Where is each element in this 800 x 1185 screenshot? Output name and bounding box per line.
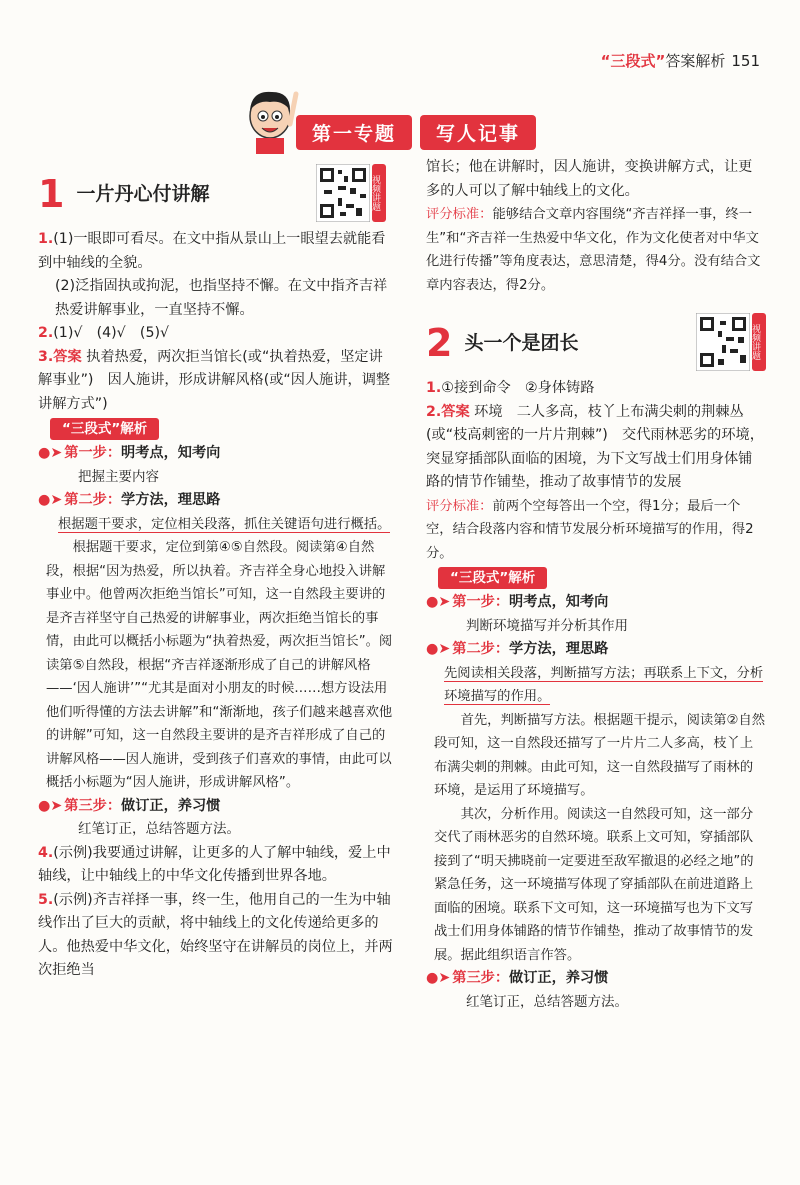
s1-q5: 5.(示例)齐吉祥择一事，终一生，他用自己的一生为中轴线作出了巨大的贡献，将中轴线上的文化传递给更多的人。他热爱中华文化，始终坚守在讲解员的岗位上，并两次拒绝当: [38, 891, 393, 978]
s2-step2-p1: 首先，判断描写方法。根据题干提示，阅读第②自然段可知，这一自然段还描写了一片片二人多高，枝丫上布满尖刺的荆棘。由此可知，这一自然段描写了雨林的环境，是运用了环境描写。: [434, 712, 766, 798]
s1-step3: ●➤ 第三步：做订正，养习惯: [38, 797, 221, 814]
s1-step1: ●➤ 第一步：明考点，知考向: [38, 445, 221, 461]
header-brand: “三段式”: [600, 52, 666, 70]
section2-title: [426, 319, 766, 369]
arrow-icon: ●➤: [426, 641, 451, 657]
s2-step3: ●➤ 第三步：做订正，养习惯: [426, 970, 609, 986]
s1-step1-note: 把握主要内容: [78, 468, 159, 485]
s2-step1: ●➤ 第一步：明考点，知考向: [426, 594, 609, 610]
page-header: [601, 50, 760, 71]
page-number: 151: [731, 52, 760, 70]
s1-q2: 2.(1)√ (4)√ (5)√: [38, 325, 170, 341]
video-tag: 视频讲题: [752, 313, 766, 371]
video-tag: 视频讲题: [372, 164, 386, 222]
s2-step3-note: 红笔订正，总结答题方法。: [466, 993, 628, 1010]
s2-step2: ●➤ 第二步：学方法，理思路: [426, 641, 609, 657]
s1-q3: 3.答案 执着热爱，两次拒当馆长(或“执着热爱，坚定讲解事业”) 因人施讲，形成讲解风格(或“因人施讲，调整讲解方式”): [38, 348, 391, 412]
video-qr-code[interactable]: [696, 313, 766, 373]
right-column: [426, 156, 766, 1014]
s1-step2-analysis: 根据题干要求，定位到第④⑤自然段。阅读第④自然段，根据“因为热爱，所以执着。齐吉祥全身心地投入讲解事业中。他曾两次拒绝当馆长”可知，这一自然段主要讲的是齐吉祥坚守自己热爱的讲解事业，两次拒绝当馆长的事情，由此可以概括小标题为“执着热爱，两次拒当馆长”。阅读第⑤自然段，根据“齐吉祥逐渐形成了自己的讲解风格——‘因人施讲’”“尤其是面对小朋友的时候……想方设法用他们听得懂的方法去讲解”和“渐渐地，孩子们越来越喜欢他的讲解”可知，这一自然段主要讲的是齐吉祥形成了自己的讲解风格——因人施讲，受到孩子们喜欢的事情，由此可以概括小标题为“因人施讲，形成讲解风格”。: [46, 540, 393, 790]
s1-q1-b: (2)泛指固执或拘泥，也指坚持不懈。在文中指齐吉祥热爱讲解事业，一直坚持不懈。: [55, 278, 388, 318]
s1-step2: ●➤ 第二步：学方法，理思路: [38, 492, 221, 508]
s1-step2-method: 根据题干要求，定位相关段落，抓住关键语句进行概括。: [58, 516, 391, 532]
qr-code-icon: [696, 313, 750, 371]
theme-label: 写人记事: [420, 115, 536, 150]
s1-q1-a: 1.(1)一眼即可看尽。在文中指从景山上一眼望去就能看到中轴线的全貌。: [38, 231, 386, 271]
section1-number: 1: [38, 172, 65, 217]
section1-title: [38, 170, 394, 220]
section2-number: 2: [426, 321, 453, 366]
s1-analysis-badge: “三段式”解析: [50, 418, 159, 440]
section2-name: 头一个是团长: [464, 332, 579, 355]
arrow-icon: ●➤: [426, 970, 451, 986]
arrow-icon: ●➤: [38, 797, 63, 814]
s2-step2-p2: 其次，分析作用。阅读这一自然段可知，这一部分交代了雨林恶劣的自然环境。联系上文可知，穿插部队接到了“明天拂晓前一定要进至敌军撤退的必经之地”的紧急任务，这一环境描写体现了穿插部队在前进道路上面临的困境。联系下文可知，这一环境描写也为下文写战士们用身体铺路的情节作铺垫，推动了故事情节的发展。据此组织语言作答。: [434, 806, 754, 963]
header-title: 答案解析: [665, 52, 726, 70]
s2-analysis-badge: “三段式”解析: [438, 567, 547, 589]
topic-banner: [296, 115, 536, 149]
arrow-icon: ●➤: [426, 594, 451, 610]
left-column: [38, 170, 394, 983]
s1-q5-cont: 馆长；他在讲解时，因人施讲，变换讲解方式，让更多的人可以了解中轴线上的文化。: [426, 159, 753, 199]
arrow-icon: ●➤: [38, 492, 63, 508]
s2-step1-note: 判断环境描写并分析其作用: [466, 617, 628, 634]
arrow-icon: ●➤: [38, 445, 63, 461]
s1-q4: 4.(示例)我要通过讲解，让更多的人了解中轴线，爱上中轴线，让中轴线上的中华文化传播到世界各地。: [38, 844, 391, 884]
s2-step2-method: 先阅读相关段落，判断描写方法；再联系上下文，分析环境描写的作用。: [444, 665, 764, 704]
s1-q5-criteria: 评分标准：能够结合文章内容围绕“齐吉祥择一事，终一生”和“齐吉祥一生热爱中华文化，作为文化使者对中华文化进行传播”等角度表达，意思清楚，得4分。没有结合文章内容表达，得2分。: [426, 207, 761, 293]
section1-name: 一片丹心付讲解: [76, 183, 210, 206]
topic-label: 第一专题: [296, 115, 412, 150]
s2-q2: 2.答案 环境 二人多高，枝丫上布满尖刺的荆棘丛(或“枝高刺密的一片片荆棘”) 交代雨林恶劣的环境，突显穿插部队面临的困境，为下文写战士们用身体铺路的情节作铺垫，推动了故事情节的发展: [426, 403, 764, 490]
video-qr-code[interactable]: [316, 164, 386, 224]
s2-q2-criteria: 评分标准：前两个空每答出一个空，得1分；最后一个空，结合段落内容和情节发展分析环境描写的作用，得2分。: [426, 498, 754, 561]
s1-step3-note: 红笔订正，总结答题方法。: [78, 821, 240, 837]
mascot-icon: [242, 84, 300, 154]
s2-q1: 1.①接到命令 ②身体铸路: [426, 380, 595, 396]
qr-code-icon: [316, 164, 370, 222]
